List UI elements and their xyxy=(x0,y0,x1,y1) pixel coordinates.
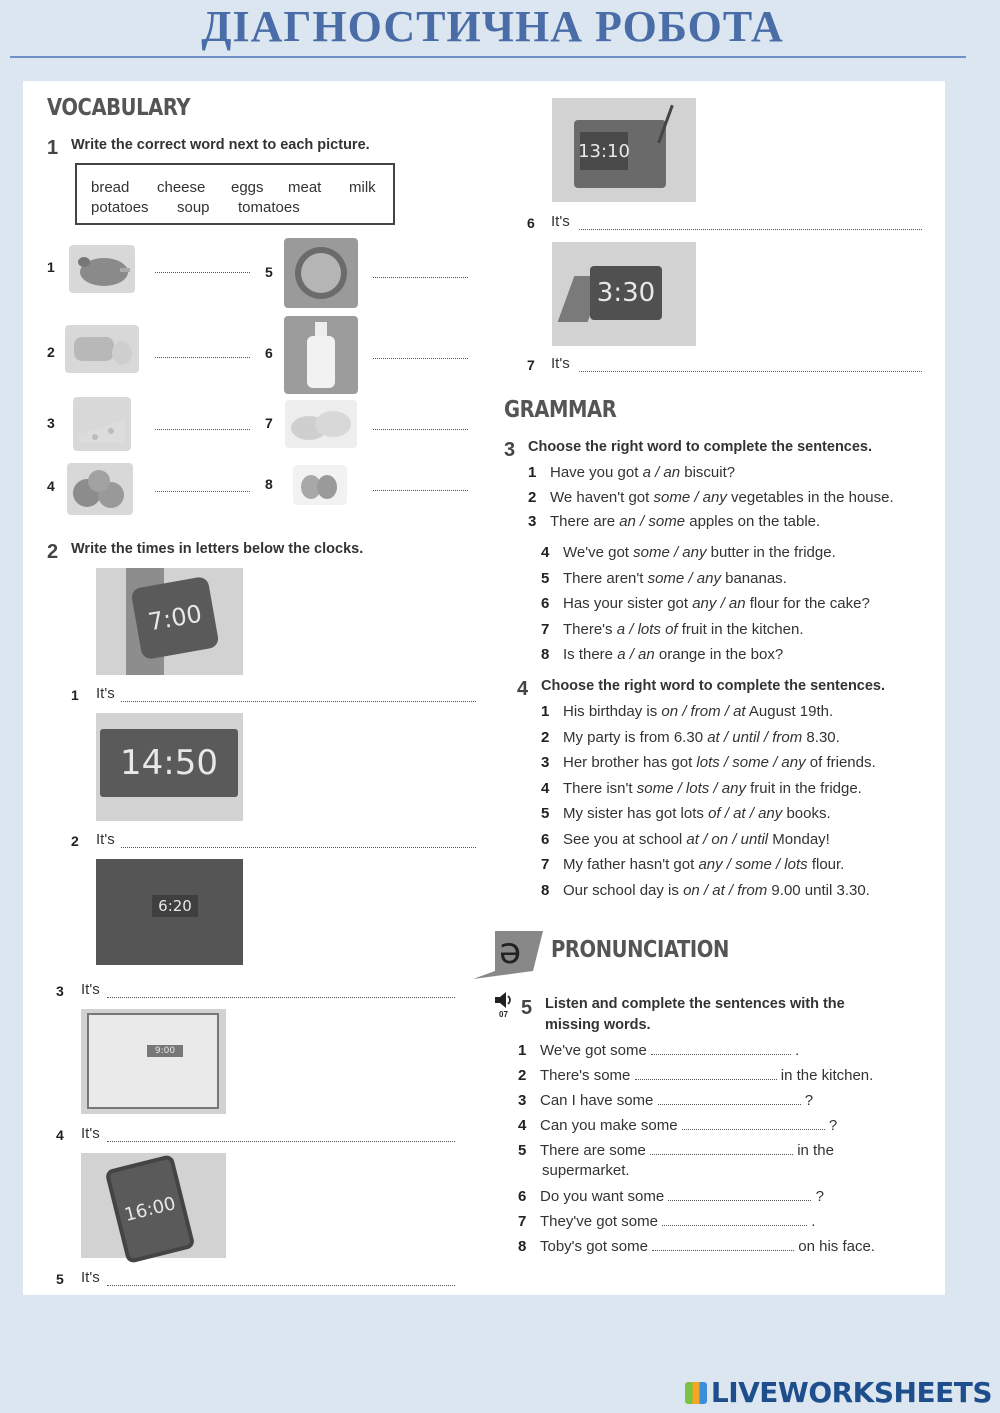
cheese-icon xyxy=(75,401,129,447)
word-choice[interactable]: a / lots of xyxy=(616,620,678,638)
exercise-5-instruction: Listen and complete the sentences with the xyxy=(545,996,845,1012)
car-dashboard-picture xyxy=(96,859,243,965)
exercise-1-number: 1 xyxy=(47,137,59,159)
word-bank-item: tomatoes xyxy=(238,199,300,216)
sentence-end: . xyxy=(807,1213,816,1230)
sentence-number: 2 xyxy=(518,1067,527,1084)
sentence-row xyxy=(518,1067,873,1084)
sentence-start: We've got some xyxy=(540,1042,651,1059)
sentence-row xyxy=(541,805,831,822)
sentence-end: bananas. xyxy=(720,569,787,587)
item-number: 7 xyxy=(527,357,535,373)
item-number: 5 xyxy=(265,264,273,280)
audio-track-number: 07 xyxy=(499,1010,508,1019)
sentence-row xyxy=(518,1188,824,1205)
title-divider xyxy=(10,56,966,58)
exercise-5-number: 5 xyxy=(521,997,533,1019)
sentence-row xyxy=(541,856,844,873)
exercise-1-instruction: Write the correct word next to each picture. xyxy=(71,137,370,153)
sentence-end: ? xyxy=(824,1117,838,1134)
radio-clock-picture xyxy=(552,98,696,202)
grammar-heading: GRAMMAR xyxy=(504,397,617,423)
sentence-start: Is there xyxy=(563,646,618,663)
time-answer-2[interactable] xyxy=(121,847,476,848)
sentence-number: 2 xyxy=(528,488,537,506)
sentence-end: flour for the cake? xyxy=(745,595,870,612)
sentence-start: My father hasn't got xyxy=(563,856,699,873)
sentence-row xyxy=(528,513,820,530)
its-label: It's xyxy=(81,981,100,998)
sentence-end: 8.30. xyxy=(802,728,840,746)
sentence-start: We've got xyxy=(563,544,634,561)
sentence-row xyxy=(541,570,787,587)
tomatoes-icon xyxy=(69,465,131,513)
word-choice[interactable]: on / from / at xyxy=(661,703,746,720)
sentence-start: My party is from 6.30 xyxy=(563,728,708,746)
sentence-start: There aren't xyxy=(563,569,648,587)
sentence-row xyxy=(541,544,836,561)
sentence-start: His birthday is xyxy=(563,703,662,720)
vocabulary-heading: VOCABULARY xyxy=(47,95,191,121)
exercise-4-instruction: Choose the right word to complete the sentences. xyxy=(541,678,886,694)
sentence-start: My sister has got lots xyxy=(563,805,709,822)
sentence-end: biscuit? xyxy=(680,464,736,481)
time-answer-4[interactable] xyxy=(107,1141,455,1142)
answer-field-1[interactable] xyxy=(155,272,250,273)
clock-display: 14:50 xyxy=(100,729,238,797)
sentence-number: 2 xyxy=(541,728,550,746)
sentence-number: 1 xyxy=(541,703,550,720)
its-label: It's xyxy=(551,213,570,230)
sentence-end: Monday! xyxy=(768,830,830,848)
item-number: 8 xyxy=(265,476,273,492)
answer-field-3[interactable] xyxy=(155,429,250,430)
sentence-end: August 19th. xyxy=(745,703,834,720)
sentence-start: There are xyxy=(550,513,620,530)
sentence-start: Do you want some xyxy=(540,1188,669,1205)
word-choice[interactable]: some / lots / any xyxy=(636,779,746,797)
item-number: 3 xyxy=(47,415,55,431)
soup-picture xyxy=(284,238,358,308)
item-number: 4 xyxy=(47,478,55,494)
pronunciation-heading: PRONUNCIATION xyxy=(551,937,729,963)
answer-blank[interactable] xyxy=(651,1042,791,1055)
word-choice[interactable]: some / any xyxy=(647,569,721,587)
word-choice[interactable]: at / on / until xyxy=(686,830,769,848)
station-clock-picture xyxy=(96,713,243,821)
sentence-number: 8 xyxy=(541,646,550,663)
soup-bowl-icon xyxy=(289,243,353,303)
milk-picture xyxy=(284,316,358,394)
its-label: It's xyxy=(81,1269,100,1286)
item-number: 5 xyxy=(56,1271,64,1287)
logo-text: LIVEWORKSHEETS xyxy=(710,1376,992,1409)
sentence-start: Her brother has got xyxy=(563,754,697,771)
word-bank-item: potatoes xyxy=(91,199,149,216)
word-choice[interactable]: an / some xyxy=(619,513,686,530)
exercise-3-number: 3 xyxy=(504,439,516,461)
answer-field-6[interactable] xyxy=(373,358,468,359)
sentence-number: 1 xyxy=(518,1042,527,1059)
sentence-end: flour. xyxy=(807,856,845,873)
sentence-row xyxy=(541,882,870,899)
sentence-number: 4 xyxy=(541,779,550,797)
sentence-start: There isn't xyxy=(563,779,637,797)
potatoes-icon xyxy=(287,402,355,446)
cheese-picture xyxy=(73,397,131,451)
its-label: It's xyxy=(96,685,115,702)
sentence-start: We haven't got xyxy=(550,488,654,506)
sentence-number: 4 xyxy=(541,544,550,561)
its-label: It's xyxy=(81,1125,100,1142)
sentence-end: orange in the box? xyxy=(654,646,784,663)
sentence-number: 8 xyxy=(518,1238,527,1255)
time-answer-7[interactable] xyxy=(579,371,922,372)
sentence-row xyxy=(518,1092,813,1109)
answer-field-8[interactable] xyxy=(373,490,468,491)
word-choice[interactable]: of / at / any xyxy=(708,805,783,822)
alarm-clock-picture xyxy=(552,242,696,346)
item-number: 2 xyxy=(71,833,79,849)
smartwatch-picture xyxy=(96,568,243,675)
sentence-row xyxy=(518,1042,799,1059)
item-number: 3 xyxy=(56,983,64,999)
sentence-start: There's some xyxy=(540,1067,635,1084)
speaker-icon xyxy=(493,991,515,1009)
sentence-start: There's xyxy=(563,620,617,638)
item-number: 4 xyxy=(56,1127,64,1143)
sentence-row xyxy=(541,831,830,848)
sentence-number: 6 xyxy=(541,830,550,848)
sentence-start: Have you got xyxy=(550,464,643,481)
sentence-row xyxy=(541,646,783,663)
item-number: 1 xyxy=(71,687,79,703)
sentence-end: fruit in the kitchen. xyxy=(677,620,804,638)
sentence-row xyxy=(528,464,735,481)
exercise-2-instruction: Write the times in letters below the clocks. xyxy=(71,541,364,557)
answer-blank[interactable] xyxy=(662,1213,807,1226)
sentence-number: 3 xyxy=(528,513,537,530)
word-choice[interactable]: some / any xyxy=(653,488,727,506)
sentence-number: 6 xyxy=(518,1188,527,1205)
sentence-number: 7 xyxy=(541,620,550,638)
word-choice[interactable]: a / an xyxy=(617,646,655,663)
sentence-row xyxy=(541,703,833,720)
sentence-number: 7 xyxy=(541,856,550,873)
screen xyxy=(87,1013,219,1109)
sentence-row xyxy=(518,1117,837,1134)
word-choice[interactable]: at / until / from xyxy=(707,728,803,746)
potatoes-picture xyxy=(285,400,357,448)
meat-picture xyxy=(69,245,135,293)
sentence-row xyxy=(541,754,876,771)
logo-icon xyxy=(685,1382,707,1404)
word-choice[interactable]: on / at / from xyxy=(683,881,768,899)
item-number: 7 xyxy=(265,415,273,431)
word-bank xyxy=(75,163,395,225)
item-number: 1 xyxy=(47,259,55,275)
chicken-icon xyxy=(72,248,132,290)
word-bank-item: eggs xyxy=(231,179,264,196)
sentence-row xyxy=(541,621,804,638)
sentence-number: 5 xyxy=(541,569,550,587)
answer-blank[interactable] xyxy=(650,1142,793,1155)
answer-blank[interactable] xyxy=(635,1067,777,1080)
sentence-row xyxy=(528,489,894,506)
answer-blank[interactable] xyxy=(658,1092,801,1105)
sentence-end: fruit in the fridge. xyxy=(745,779,862,797)
answer-field-7[interactable] xyxy=(373,429,468,430)
sentence-end: vegetables in the house. xyxy=(726,488,894,506)
clock-display: 16:00 xyxy=(104,1154,195,1264)
exercise-5-instruction-cont: missing words. xyxy=(545,1017,651,1033)
exercise-2-number: 2 xyxy=(47,541,59,563)
clock-display: 3:30 xyxy=(590,266,662,320)
sentence-number: 3 xyxy=(541,754,550,771)
answer-blank[interactable] xyxy=(682,1117,825,1130)
sentence-end: in the xyxy=(793,1142,834,1159)
word-choice[interactable]: lots / some / any xyxy=(696,754,806,771)
worksheet xyxy=(23,81,945,1295)
liveworksheets-logo[interactable] xyxy=(685,1376,992,1409)
sentence-row xyxy=(541,780,862,797)
sentence-end: of friends. xyxy=(805,754,876,771)
item-number: 6 xyxy=(527,215,535,231)
sentence-start: Our school day is xyxy=(563,881,684,899)
word-bank-item: milk xyxy=(349,179,376,196)
its-label: It's xyxy=(551,355,570,372)
sentence-number: 8 xyxy=(541,881,550,899)
clock-display: 13:10 xyxy=(580,132,628,170)
sentence-start: Can you make some xyxy=(540,1117,682,1134)
sentence-end: on his face. xyxy=(794,1238,875,1255)
sentence-end: ? xyxy=(800,1092,814,1109)
sentence-start: They've got some xyxy=(540,1213,663,1230)
word-bank-item: soup xyxy=(177,199,210,216)
sentence-row xyxy=(518,1238,875,1255)
sentence-start: Toby's got some xyxy=(540,1238,653,1255)
answer-blank[interactable] xyxy=(652,1238,794,1251)
eggs-picture xyxy=(293,465,347,505)
word-bank-item: bread xyxy=(91,179,130,196)
sentence-start: Can I have some xyxy=(540,1092,658,1109)
answer-blank[interactable] xyxy=(668,1188,811,1201)
eggs-icon xyxy=(295,467,345,503)
word-choice[interactable]: any / an xyxy=(692,595,746,612)
milk-bottle-icon xyxy=(301,320,341,390)
sentence-row xyxy=(518,1142,834,1159)
time-answer-1[interactable] xyxy=(121,701,476,702)
computer-screen-picture xyxy=(81,1009,226,1114)
time-answer-5[interactable] xyxy=(107,1285,455,1286)
word-bank-item: meat xyxy=(288,179,322,196)
sentence-end: butter in the fridge. xyxy=(706,544,836,561)
sentence-number: 5 xyxy=(541,805,550,822)
clock-display: 7:00 xyxy=(130,576,219,660)
sentence-end: books. xyxy=(782,805,831,822)
sentence-end: in the kitchen. xyxy=(776,1067,874,1084)
word-choice[interactable]: some / any xyxy=(633,544,707,561)
tomatoes-picture xyxy=(67,463,133,515)
bread-picture xyxy=(65,325,139,373)
clock-display: 6:20 xyxy=(152,895,198,917)
sentence-start: See you at school xyxy=(563,830,687,848)
its-label: It's xyxy=(96,831,115,848)
clock-display: 9:00 xyxy=(147,1045,183,1057)
sentence-start: Has your sister got xyxy=(563,595,693,612)
item-number: 2 xyxy=(47,344,55,360)
word-choice[interactable]: any / some / lots xyxy=(698,856,808,873)
exercise-4-number: 4 xyxy=(517,678,529,700)
answer-field-4[interactable] xyxy=(155,491,250,492)
sentence-row xyxy=(518,1213,815,1230)
answer-field-5[interactable] xyxy=(373,277,468,278)
word-bank-item: cheese xyxy=(157,179,206,196)
sentence-number: 3 xyxy=(518,1092,527,1109)
answer-field-2[interactable] xyxy=(155,357,250,358)
sentence-end: apples on the table. xyxy=(685,513,821,530)
sentence-number: 7 xyxy=(518,1213,527,1230)
sentence-end: . xyxy=(790,1042,800,1059)
page-title: ДІАГНОСТИЧНА РОБОТА xyxy=(201,2,784,51)
audio-button[interactable] xyxy=(493,991,517,1021)
exercise-3-instruction: Choose the right word to complete the sentences. xyxy=(528,439,873,455)
sentence-row xyxy=(541,729,840,746)
sentence-start: There are some xyxy=(540,1142,651,1159)
sentence-number: 4 xyxy=(518,1117,527,1134)
time-answer-6[interactable] xyxy=(579,229,922,230)
word-choice[interactable]: a / an xyxy=(642,464,681,481)
time-answer-3[interactable] xyxy=(107,997,455,998)
sentence-continuation: supermarket. xyxy=(542,1162,630,1179)
item-number: 6 xyxy=(265,345,273,361)
sentence-number: 5 xyxy=(518,1142,527,1159)
sentence-end: ? xyxy=(811,1188,824,1205)
tablet-picture xyxy=(81,1153,226,1258)
bread-icon xyxy=(68,329,136,369)
sentence-number: 6 xyxy=(541,595,550,612)
sentence-number: 1 xyxy=(528,464,537,481)
schwa-symbol: ə xyxy=(499,931,522,972)
sentence-end: 9.00 until 3.30. xyxy=(767,881,870,899)
sentence-row xyxy=(541,595,870,612)
